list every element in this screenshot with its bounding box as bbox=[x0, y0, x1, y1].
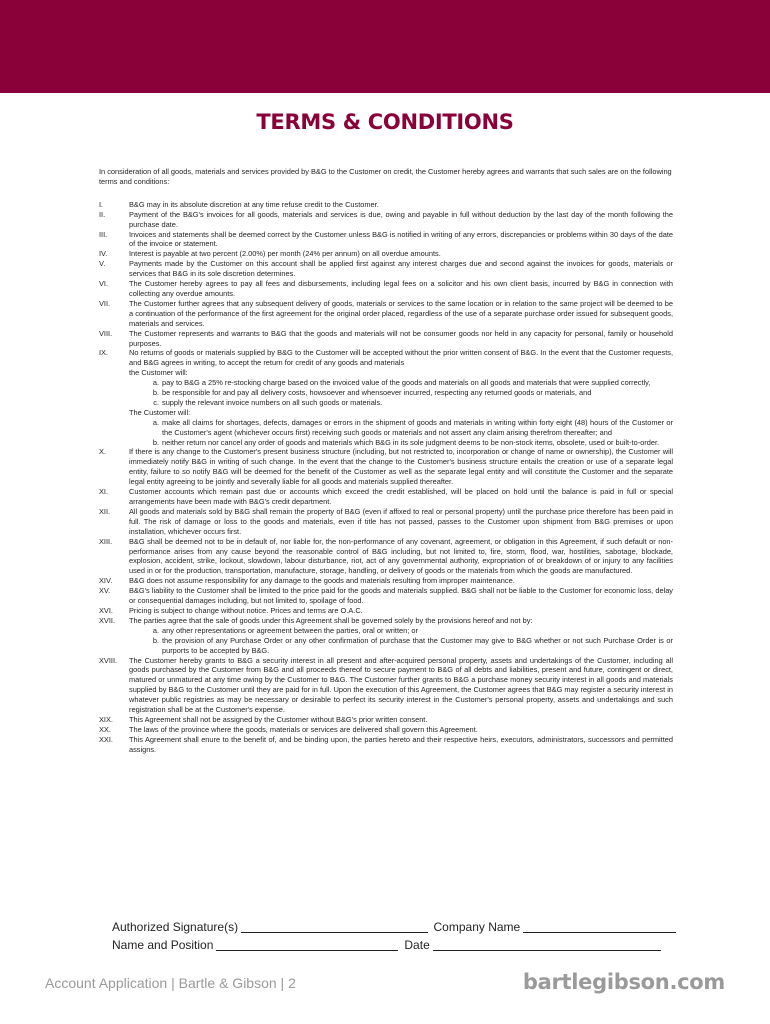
term-text: Payments made by the Customer on this account shall be applied first against any interest charges due and second against the invoices for goods, materials or services that B&G in its sole discretion determines. bbox=[129, 259, 673, 279]
term-text: Interest is payable at two percent (2.00%) per month (24% per annum) on all overdue amounts. bbox=[129, 249, 441, 259]
sub-clause bbox=[116, 626, 673, 636]
term-text: This Agreement shall enure to the benefit of, and be binding upon, the parties hereto and their respective heirs, executors, administrators, successors and permitted assigns. bbox=[129, 734, 673, 754]
company-name-label: Company Name bbox=[433, 920, 521, 934]
term-item bbox=[99, 576, 673, 586]
sub-clause-text: make all claims for shortages, defects, damages or errors in the shipment of goods and materials in writing within forty eight (48) hours of the Customer or the Customer's agent (whichever occurs first) receiving such goods or materials and not assert any claim arising therefrom thereafter; and bbox=[162, 417, 673, 437]
sub-clause bbox=[116, 418, 673, 438]
sub-clause bbox=[116, 636, 673, 656]
term-item bbox=[99, 348, 673, 368]
sub-clause-heading: The Customer will: bbox=[129, 407, 191, 417]
term-number: IV. bbox=[99, 249, 108, 259]
signature-row-1 bbox=[112, 918, 682, 936]
sub-clause-heading: the Customer will: bbox=[129, 368, 188, 378]
term-number: I. bbox=[99, 199, 104, 209]
term-item bbox=[99, 586, 673, 606]
term-item bbox=[99, 735, 673, 755]
term-text: The laws of the province where the goods, materials or services are delivered shall govern this Agreement. bbox=[129, 724, 478, 734]
term-item bbox=[99, 210, 673, 230]
term-text: B&G shall be deemed not to be in default of, nor liable for, the non-performance of any covenant, agreement, or obligation in this Agreement, if such default or non-performance arises from any cause beyond the reasonable control of B&G including, but not limited to, fire, storm, flood, war, hostilities, sabotage, blockade, explosion, accident, strike, lockout, slowdown, labour disturbance, riot, act of any governmental authority, expropriation of or breakdown of or injury to any facilities used in or for the production, transportation, manufacture, storage, handling, or delivery of goods or the materials from which the goods are manufactured. bbox=[129, 536, 673, 576]
term-text: The Customer further agrees that any subsequent delivery of goods, materials or services to the same location or in relation to the same project will be deemed to be a continuation of the performance of the first agreement for the original order placed, regardless of the use of a separate purchase order issued for subsequent goods, materials and services. bbox=[129, 298, 673, 328]
term-number: XI. bbox=[99, 487, 109, 497]
term-number: VII. bbox=[99, 298, 111, 308]
term-item bbox=[99, 606, 673, 616]
term-text: Invoices and statements shall be deemed correct by the Customer unless B&G is notified in writing of any errors, discrepancies or problems within 30 days of the date of the invoice or statement. bbox=[129, 229, 673, 249]
term-text: This Agreement shall not be assigned by the Customer without B&G's prior written consent. bbox=[129, 714, 428, 724]
term-number: XX. bbox=[99, 724, 111, 734]
term-number: V. bbox=[99, 259, 106, 269]
term-number: III. bbox=[99, 229, 108, 239]
date-field[interactable] bbox=[433, 939, 661, 951]
term-item bbox=[99, 249, 673, 259]
sub-clause bbox=[116, 438, 673, 448]
term-item bbox=[99, 200, 673, 210]
sub-clause-text: any other representations or agreement between the parties, oral or written; or bbox=[162, 625, 418, 635]
signature-row-2 bbox=[112, 936, 682, 954]
term-text: B&G's liability to the Customer shall be limited to the price paid for the goods and materials supplied. B&G shall not be liable to the Customer for economic loss, delay or consequential damages including, but not limited to, spoilage of food. bbox=[129, 586, 673, 606]
term-text: B&G may in its absolute discretion at any time refuse credit to the Customer. bbox=[129, 199, 379, 209]
term-text: Customer accounts which remain past due or accounts which exceed the credit established, will be placed on hold until the balance is paid in full or special arrangements have been made with B&G's credit department. bbox=[129, 487, 673, 506]
term-item bbox=[99, 725, 673, 735]
term-item bbox=[99, 329, 673, 349]
term-number: XVIII. bbox=[99, 655, 118, 665]
term-text: The Customer hereby grants to B&G a security interest in all present and after-acquired personal property, assets and undertakings of the Customer, including all goods purchased by the Customer from B&G and all proceeds thereof to secure payment to B&G of all debts and liabilities, present and future, contingent or direct, matured or unmatured at any time owing by the Customer to B&G. The Customer further grants to B&G a purchase money security interest in all goods and materials supplied by B&G to the Customer until they are paid for in full. Upon the execution of this Agreement, the Customer agrees that B&G may register a security interest in whatever public registries as may be necessary or desirable to perfect its security interest in the Customer's personal property, assets and undertakings and such registration shall be at the Customer's expense. bbox=[129, 655, 673, 715]
term-item bbox=[99, 279, 673, 299]
term-item bbox=[99, 537, 673, 577]
term-number: II. bbox=[99, 209, 106, 219]
term-text: If there is any change to the Customer's present business structure (including, but not restricted to, incorporation or change of name or ownership), the Customer will immediately notify B&G in writing of such change. In the event that the change to the Customer's business structure entails the creation or use of a separate legal entity, failure to so notify B&G will be deemed for the benefit of the Customer as well as the separate legal entity and will constitute the Customer and the separate legal entity agreeing to be jointly and severally liable for all goods and materials supplied thereafter. bbox=[129, 447, 673, 487]
sub-clause bbox=[116, 378, 673, 388]
signature-block bbox=[112, 918, 682, 954]
term-item bbox=[99, 656, 673, 715]
term-number: VI. bbox=[99, 279, 109, 289]
sub-clause-text: pay to B&G a 25% re-stocking charge based on the invoiced value of the goods and materials on all goods and materials that were supplied correctly, bbox=[162, 378, 651, 388]
term-item bbox=[99, 616, 673, 626]
term-number: XIII. bbox=[99, 536, 113, 546]
sub-clause-letter: b. bbox=[152, 388, 159, 398]
sub-clause-letter: b. bbox=[152, 635, 159, 645]
sub-clause-text: the provision of any Purchase Order or any other confirmation of purchase that the Customer may give to B&G whether or not such Purchase Order is or purports to be accepted by B&G. bbox=[162, 635, 673, 655]
term-item bbox=[99, 299, 673, 329]
term-number: XIV. bbox=[99, 576, 113, 586]
name-position-label: Name and Position bbox=[112, 938, 214, 952]
term-number: XVII. bbox=[99, 615, 116, 625]
term-item bbox=[99, 230, 673, 250]
sub-clause-letter: a. bbox=[152, 625, 159, 635]
authorized-signature-label: Authorized Signature(s) bbox=[112, 920, 239, 934]
term-item bbox=[99, 715, 673, 725]
term-number: XII. bbox=[99, 506, 111, 516]
term-item bbox=[99, 259, 673, 279]
term-item bbox=[99, 507, 673, 537]
sub-clause bbox=[116, 398, 673, 408]
term-number: VIII. bbox=[99, 328, 113, 338]
sub-clause bbox=[116, 388, 673, 398]
page-title: TERMS & CONDITIONS bbox=[256, 110, 514, 134]
term-text: All goods and materials sold by B&G shall remain the property of B&G (even if affixed to real or personal property) until the purchase price therefore has been paid in full. The risk of damage or loss to the goods and materials, even if title has not passed, passes to the Customer upon shipment from B&G premises or upon installation, whichever occurs first. bbox=[129, 506, 673, 536]
term-text: Payment of the B&G's invoices for all goods, materials and services is due, owing and payable in full without deduction by the last day of the month following the purchase date. bbox=[129, 209, 673, 229]
company-name-field[interactable] bbox=[523, 921, 676, 933]
term-item bbox=[99, 447, 673, 487]
term-text: The Customer represents and warrants to B&G that the goods and materials will not be consumer goods nor held in any capacity for personal, family or household purposes. bbox=[129, 328, 673, 348]
sub-clause-text: neither return nor cancel any order of goods and materials which B&G in its sole judgment deems to be non-stock items, obsolete, used or built-to-order. bbox=[162, 437, 660, 447]
term-number: XV. bbox=[99, 586, 111, 596]
sub-clause-letter: c. bbox=[153, 397, 159, 407]
term-text: The Customer hereby agrees to pay all fees and disbursements, including legal fees on a solicitor and his own client basis, incurred by B&G in connection with collecting any overdue amounts. bbox=[129, 279, 673, 298]
term-number: X. bbox=[99, 447, 106, 457]
date-label: Date bbox=[404, 938, 430, 952]
intro-paragraph: In consideration of all goods, materials and services provided by B&G to the Customer on credit, the Customer hereby agrees and warrants that such sales are on the following terms and conditions: bbox=[99, 167, 672, 186]
authorized-signature-field[interactable] bbox=[241, 921, 427, 933]
term-number: XXI. bbox=[99, 734, 113, 744]
term-text: B&G does not assume responsibility for any damage to the goods and materials resulting from improper maintenance. bbox=[129, 576, 515, 586]
term-text: Pricing is subject to change without notice. Prices and terms are O.A.C. bbox=[129, 605, 363, 615]
terms-list bbox=[99, 200, 673, 755]
term-number: IX. bbox=[99, 348, 109, 358]
name-position-field[interactable] bbox=[216, 939, 398, 951]
footer-page-label: Account Application | Bartle & Gibson | 2 bbox=[45, 975, 296, 991]
sub-clause-letter: a. bbox=[152, 417, 159, 427]
sub-clause-text: be responsible for and pay all delivery costs, howsoever and whensoever incurred, respecting any returned goods or materials, and bbox=[162, 388, 592, 398]
term-number: XVI. bbox=[99, 605, 113, 615]
header-band bbox=[0, 0, 770, 93]
sub-clause-text: supply the relevant invoice numbers on all such goods or materials. bbox=[162, 397, 383, 407]
term-item bbox=[99, 487, 673, 507]
sub-clause-letter: a. bbox=[152, 378, 159, 388]
sub-clause-letter: b. bbox=[152, 437, 159, 447]
term-number: XIX. bbox=[99, 714, 113, 724]
term-text: No returns of goods or materials supplied by B&G to the Customer will be accepted without the prior written consent of B&G. In the event that the Customer requests, and B&G agrees in writing, to accept the return for credit of any goods and materials bbox=[129, 348, 673, 368]
terms-body bbox=[99, 167, 673, 755]
footer-website[interactable]: bartlegibson.com bbox=[522, 970, 725, 994]
term-text: The parties agree that the sale of goods under this Agreement shall be governed solely by the provisions hereof and not by: bbox=[129, 615, 533, 625]
